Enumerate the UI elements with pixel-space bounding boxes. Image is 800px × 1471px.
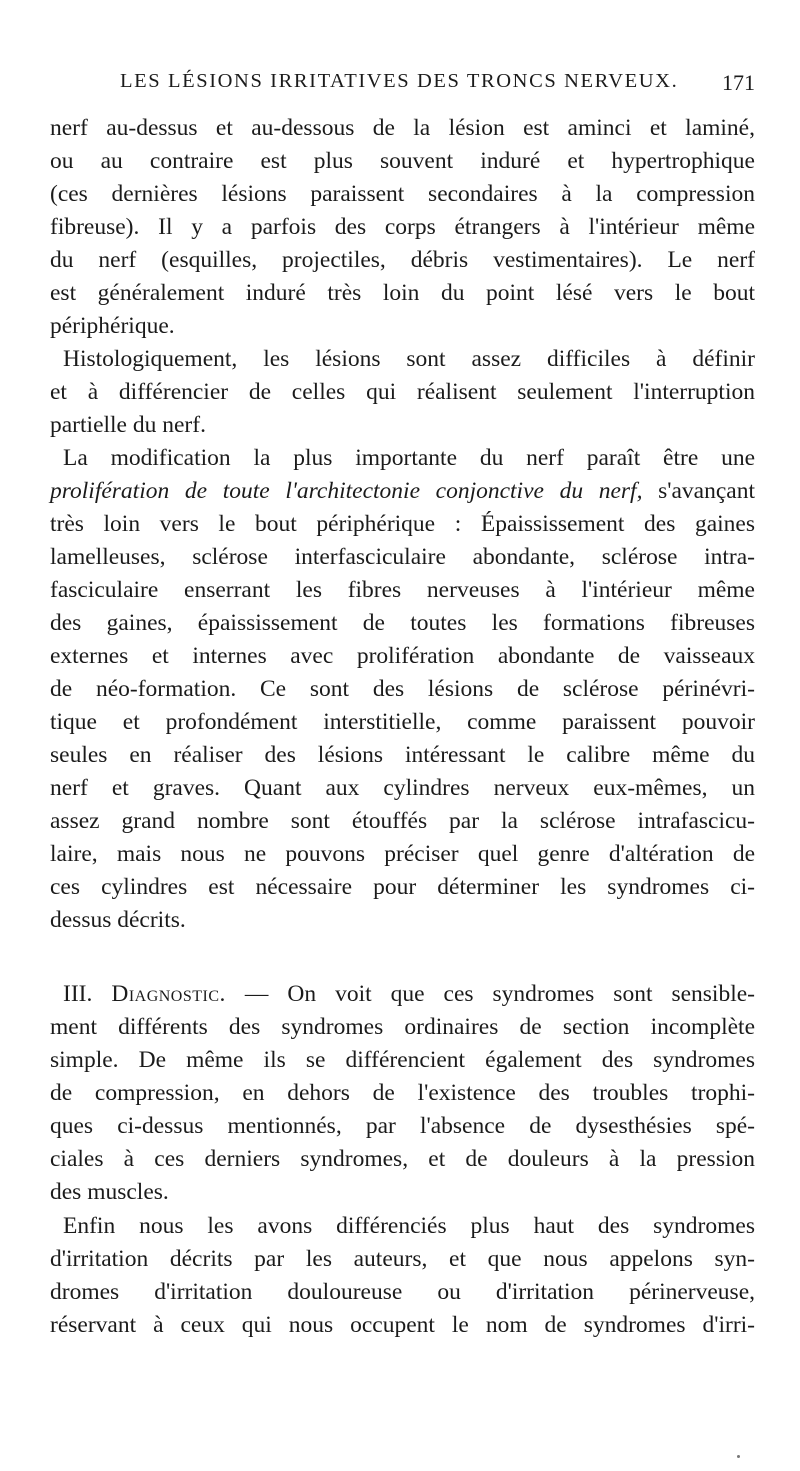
paper-speck	[737, 1455, 740, 1458]
text-line: du nerf (esquilles, projectiles, débris vestimentaires). Le nerf	[50, 247, 755, 273]
text-line: de néo-formation. Ce sont des lésions de sclérose périnévri-	[50, 676, 755, 702]
text-line: est généralement induré très loin du point lésé vers le bout	[50, 280, 755, 306]
text-line: de compression, en dehors de l'existence des troubles trophi-	[50, 1080, 755, 1106]
text-line: assez grand nombre sont étouffés par la sclérose intrafascicu-	[50, 808, 755, 834]
text-line: ou au contraire est plus souvent induré et hypertrophique	[50, 148, 755, 174]
text-line: Histologiquement, les lésions sont assez difficiles à définir	[63, 346, 755, 372]
text-line: ques ci-dessus mentionnés, par l'absence de dysesthésies spé-	[50, 1113, 755, 1139]
text-line: La modification la plus importante du nerf paraît être une	[63, 445, 755, 471]
text-line: simple. De même ils se différencient également des syndromes	[50, 1047, 755, 1073]
text-line: périphérique.	[50, 313, 175, 339]
text-line: tique et profondément interstitielle, comme paraissent pouvoir	[50, 709, 755, 735]
section-heading-line	[50, 978, 755, 1011]
text-line: des muscles.	[50, 1179, 169, 1205]
text-line: d'irritation décrits par les auteurs, et que nous appelons syn-	[50, 1246, 755, 1272]
text-line: partielle du nerf.	[50, 412, 206, 438]
text-line: des gaines, épaississement de toutes les formations fibreuses	[50, 610, 755, 636]
text-line: dromes d'irritation douloureuse ou d'irritation périnerveuse,	[50, 1279, 755, 1305]
text-line: ces cylindres est nécessaire pour déterminer les syndromes ci-	[50, 874, 755, 900]
text-line: seules en réaliser des lésions intéressant le calibre même du	[50, 742, 755, 768]
text-line: ment différents des syndromes ordinaires de section incomplète	[50, 1014, 755, 1040]
text-line: Enfin nous les avons différenciés plus haut des syndromes	[63, 1213, 755, 1239]
text-segment: — On voit que ces syndromes sont sensible-	[225, 981, 755, 1007]
section-number: III.	[63, 981, 93, 1007]
section-title: Diagnostic.	[111, 981, 226, 1007]
text-line: fibreuse). Il y a parfois des corps étrangers à l'intérieur même	[50, 214, 755, 240]
text-line: et à différencier de celles qui réalisent seulement l'interruption	[50, 379, 755, 405]
text-line: lamelleuses, sclérose interfasciculaire abondante, sclérose intra-	[50, 544, 755, 570]
running-title: LES LÉSIONS IRRITATIVES DES TRONCS NERVEUX.	[120, 70, 679, 92]
running-head	[100, 70, 755, 100]
text-line: très loin vers le bout périphérique : Épaississement des gaines	[50, 511, 755, 537]
italic-phrase: prolifération de toute l'architectonie conjonctive du nerf,	[50, 478, 643, 504]
text-segment: s'avançant	[642, 478, 755, 504]
text-line: réservant à ceux qui nous occupent le nom de syndromes d'irri-	[50, 1312, 755, 1338]
text-line: nerf et graves. Quant aux cylindres nerveux eux-mêmes, un	[50, 775, 755, 801]
page-number: 171	[722, 70, 755, 95]
text-line: fasciculaire enserrant les fibres nerveuses à l'intérieur même	[50, 577, 755, 603]
text-line: dessus décrits.	[50, 907, 186, 933]
text-line: externes et internes avec prolifération abondante de vaisseaux	[50, 643, 755, 669]
text-line	[50, 475, 755, 508]
text-line: nerf au-dessus et au-dessous de la lésion est aminci et laminé,	[50, 115, 755, 141]
text-line: laire, mais nous ne pouvons préciser quel genre d'altération de	[50, 841, 755, 867]
text-line: ciales à ces derniers syndromes, et de douleurs à la pression	[50, 1146, 755, 1172]
text-line: (ces dernières lésions paraissent secondaires à la compression	[50, 181, 755, 207]
